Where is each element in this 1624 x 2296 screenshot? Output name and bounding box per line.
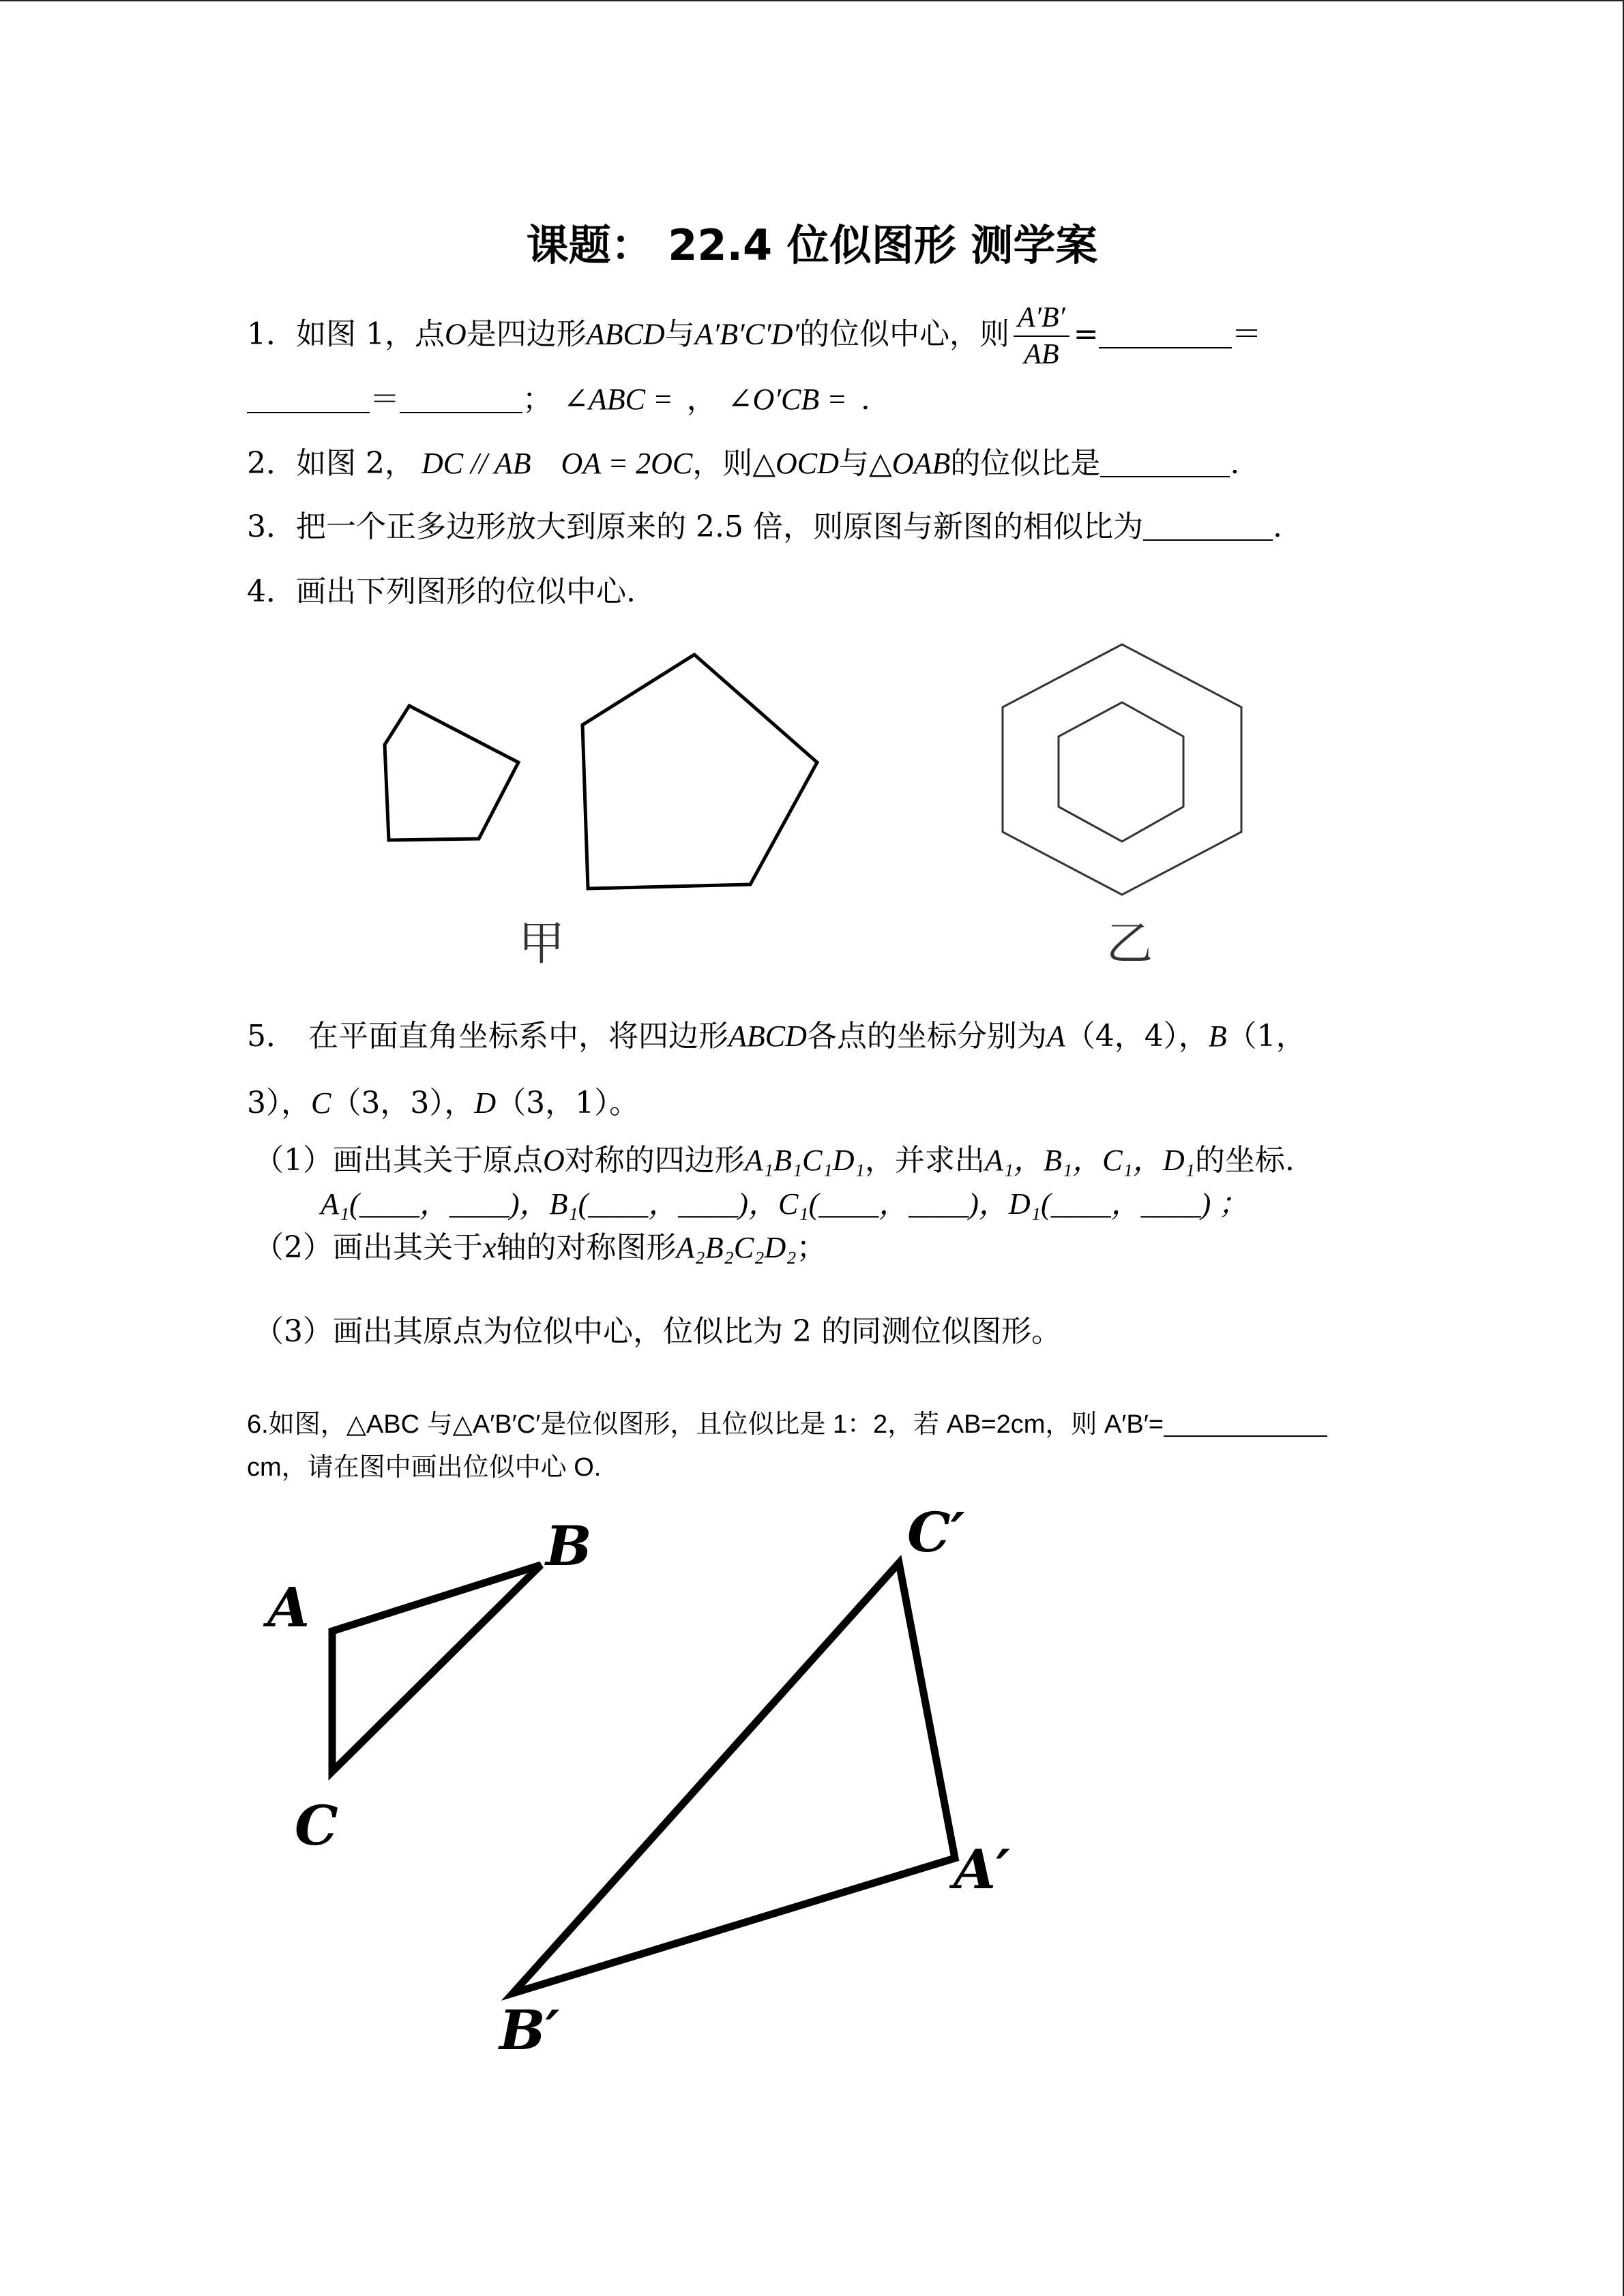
- q5-c-coord: （3，3），: [331, 1086, 475, 1120]
- q5-a-label: A: [1046, 1019, 1065, 1053]
- label-a: A: [267, 1575, 310, 1639]
- label-jia: 甲: [518, 917, 565, 971]
- q1-apbpcpdp: A′B′C′D′: [694, 317, 800, 351]
- inner-hexagon: [1059, 702, 1183, 841]
- q5-p1-points: A₁，B₁，C₁，D₁: [984, 1144, 1195, 1177]
- figure-yi: [1003, 644, 1241, 895]
- q6-blank[interactable]: [1164, 1410, 1327, 1437]
- q4-text: 画出下列图形的位似中心.: [296, 574, 636, 609]
- q5-p2-text-a: （2）画出其关于: [254, 1230, 483, 1265]
- q5-p1-text-b: 对称的四边形: [564, 1143, 745, 1178]
- q2-end: .: [1230, 446, 1240, 481]
- q1-equals-1: =: [1073, 316, 1099, 352]
- q5-line-2: [247, 1083, 639, 1124]
- q5-part-2: [254, 1227, 827, 1268]
- label-a-prime: A′: [954, 1837, 1011, 1901]
- large-pentagon: [582, 655, 817, 889]
- label-b-prime: B′: [499, 1998, 560, 2062]
- q5-part-1: [254, 1140, 1295, 1181]
- q2-triangle-ocd: △OCD: [752, 447, 839, 480]
- q5-p2-text-c: ；: [796, 1230, 827, 1265]
- q5-text-b: 各点的坐标分别为: [806, 1019, 1047, 1054]
- q1-abcd: ABCD: [586, 317, 665, 351]
- q2-triangle-oab: △OAB: [868, 447, 951, 480]
- q5-d-label: D: [474, 1086, 497, 1120]
- q5-coordinate-blanks[interactable]: A₁(____，____)，B₁(____，____)，C₁(____，____)，D₁(____，____) ；: [321, 1187, 1249, 1221]
- q1-semicolon: ；: [522, 382, 552, 417]
- q3-text: 把一个正多边形放大到原来的 2.5 倍，则原图与新图的相似比为: [296, 509, 1143, 544]
- q1-text-b: 是四边形: [466, 316, 587, 352]
- q5-abcd: ABCD: [728, 1019, 807, 1053]
- q5-b-coord-a: （1，: [1226, 1019, 1306, 1054]
- q3-end: .: [1272, 509, 1282, 544]
- q1-point-o: O: [444, 317, 467, 351]
- q1-angle-abc: ∠ABC =: [563, 383, 673, 416]
- q5-c-label: C: [311, 1086, 331, 1120]
- figure-jia: [385, 655, 817, 889]
- q2-expression: DC // AB OA = 2OC: [421, 447, 693, 480]
- q2-text-c: 与: [838, 446, 869, 481]
- label-c-prime: C′: [907, 1500, 965, 1564]
- q5-number: 5．: [247, 1019, 296, 1054]
- q5-b-label: B: [1208, 1019, 1227, 1053]
- q5-p2-text-b: 轴的对称图形: [496, 1230, 677, 1265]
- label-b: B: [546, 1514, 592, 1578]
- large-triangle-apbpcp: [513, 1563, 955, 1993]
- q5-part-3: （3）画出其原点为位似中心，位似比为 2 的同测位似图形。: [254, 1314, 1061, 1349]
- small-pentagon: [385, 706, 518, 840]
- label-c: C: [295, 1793, 338, 1858]
- q5-b-coord-b: 3），: [247, 1086, 311, 1120]
- small-triangle-abc: [332, 1565, 541, 1772]
- label-yi: 乙: [1106, 917, 1153, 971]
- q1-equals-2: ＝: [1231, 316, 1262, 352]
- q5-d-coord: （3，1）。: [496, 1086, 640, 1120]
- q5-line-1: [247, 1016, 1306, 1057]
- q6-line-2: cm，请在图中画出位似中心 O.: [247, 1453, 602, 1482]
- q1-fraction-denominator: AB: [1024, 339, 1059, 370]
- q1-comma: ，: [686, 382, 717, 417]
- outer-hexagon: [1003, 644, 1241, 895]
- q3-number: 3．: [247, 509, 296, 544]
- q2-text-d: 的位似比是: [950, 446, 1101, 481]
- q5-p2-x: x: [483, 1231, 497, 1264]
- q5-text-a: 在平面直角坐标系中，将四边形: [308, 1019, 728, 1054]
- q1-text-c: 与: [664, 316, 695, 352]
- q5-p1-text-c: ，并求出: [864, 1143, 985, 1178]
- q5-p1-shape: A₁B₁C₁D₁: [744, 1144, 865, 1177]
- q5-p1-text-d: 的坐标.: [1194, 1143, 1295, 1178]
- q5-p1-text-a: （1）画出其关于原点: [254, 1143, 543, 1178]
- q1-fraction-numerator: A′B′: [1014, 300, 1069, 337]
- q2-text-b: ，则: [692, 446, 753, 481]
- q1-angle-ocb: ∠O′CB =: [727, 383, 847, 416]
- q2-number: 2．: [247, 446, 296, 481]
- q5-p1-origin: O: [543, 1144, 565, 1177]
- q1-number: 1．: [247, 316, 296, 352]
- q6-text-1: 6.如图，△ABC 与△A′B′C′是位似图形，且位似比是 1：2，若 AB=2cm，则 A′B′=: [247, 1410, 1164, 1439]
- q1-end: .: [860, 382, 870, 417]
- q1-text-d: 的位似中心，则: [799, 316, 1010, 352]
- q4-number: 4．: [247, 574, 296, 609]
- q6-line-1: [247, 1403, 1327, 1440]
- q2-text-a: 如图 2，: [296, 446, 415, 481]
- page-title: 课题： 22.4 位似图形 测学案: [526, 220, 1098, 270]
- q1-equals-3: ＝: [370, 382, 400, 417]
- q5-a-coord: （4，4），: [1065, 1019, 1209, 1054]
- q5-p2-shape: A₂B₂C₂D₂: [676, 1231, 797, 1264]
- q1-text-a: 如图 1，点: [296, 316, 445, 352]
- figure-q6: [332, 1563, 955, 1993]
